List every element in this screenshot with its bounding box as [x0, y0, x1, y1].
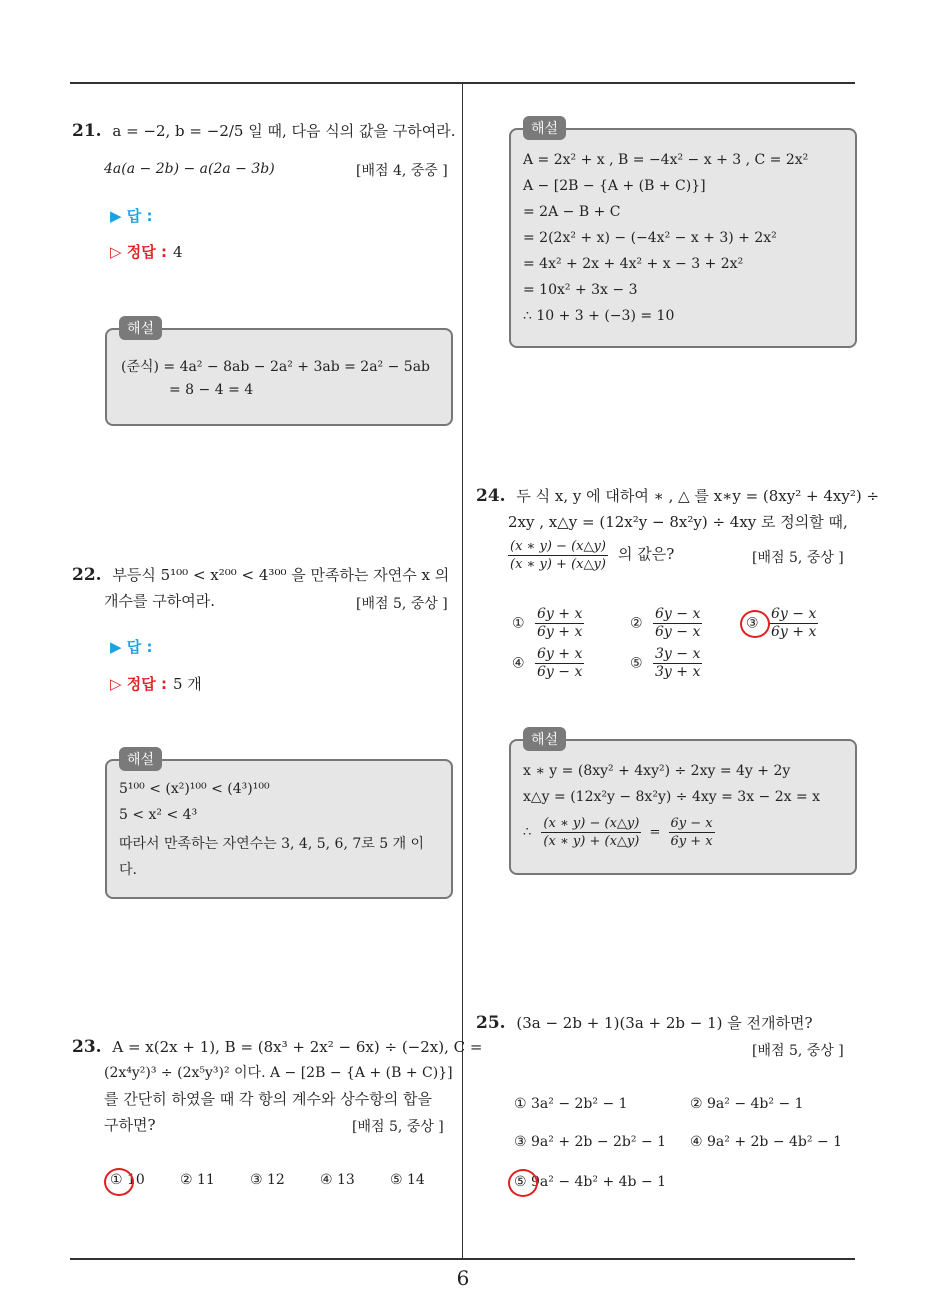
q23-choice-5[interactable]	[390, 1172, 425, 1188]
q24-stem	[476, 483, 879, 509]
column-divider	[462, 83, 463, 1259]
q25-choice-4-text: 9a² + 2b − 4b² − 1	[707, 1134, 843, 1150]
q23-stem-line-1: A = x(2x + 1), B = (8x³ + 2x² − 6x) ÷ (−2x), C =	[112, 1038, 483, 1056]
q23-explain-line-1: A = 2x² + x , B = −4x² − x + 3 , C = 2x²	[523, 152, 809, 168]
q23-choice-4-mark: ④	[320, 1172, 333, 1188]
q25-choice-3-mark: ③	[514, 1134, 527, 1150]
q22-correct	[110, 673, 202, 694]
q24-choice-5-mark: ⑤	[630, 655, 643, 672]
q21-correct-value: 4	[172, 243, 183, 261]
q23-stem	[72, 1034, 482, 1060]
q22-number: 22.	[72, 565, 102, 585]
q25-stem-text: (3a − 2b + 1)(3a + 2b − 1) 을 전개하면?	[516, 1014, 813, 1032]
q25-choice-4-mark: ④	[690, 1134, 703, 1150]
q24-meta: [배점 5, 중상 ]	[752, 550, 844, 566]
q23-explain-line-2: A − [2B − {A + (B + C)}]	[523, 178, 706, 194]
q24-choice-4-mark: ④	[512, 655, 525, 672]
q23-meta: [배점 5, 중상 ]	[352, 1119, 444, 1135]
q24-frac-num: (x ∗ y) − (x△y)	[510, 539, 606, 554]
q24-stem-line-1: 두 식 x, y 에 대하여 ∗ , △ 를 x∗y = (8xy² + 4xy²) ÷	[516, 487, 880, 505]
q23-explain-line-3: = 2A − B + C	[523, 204, 621, 220]
q23-explain-line-5: = 4x² + 2x + 4x² + x − 3 + 2x²	[523, 256, 744, 272]
q23-stem-line-4: 구하면?	[104, 1116, 156, 1134]
q23-explain-line-4: = 2(2x² + x) − (−4x² − x + 3) + 2x²	[523, 230, 777, 246]
q23-choice-1-mark: ①	[110, 1172, 123, 1188]
page-number: 6	[456, 1266, 470, 1290]
q25-stem	[476, 1010, 813, 1036]
q24-choice-1-num: 6y + x	[537, 606, 583, 622]
q25-choice-3[interactable]	[514, 1134, 666, 1150]
q25-choice-5-mark: ⑤	[514, 1174, 527, 1190]
q23-stem-line-2: (2x⁴y²)³ ÷ (2x⁵y³)² 이다. A − [2B − {A + (B + C)}]	[104, 1065, 453, 1081]
bottom-rule	[70, 1258, 855, 1260]
q24-explain-line-3	[523, 815, 715, 850]
q24-choice-5[interactable]	[630, 646, 702, 681]
q23-choice-1-text: 10	[127, 1172, 145, 1188]
q25-choice-1-mark: ①	[514, 1096, 527, 1112]
q22-explain-box	[105, 752, 453, 899]
q22-explain-line-1: 5¹⁰⁰ < (x²)¹⁰⁰ < (4³)¹⁰⁰	[119, 781, 270, 797]
q24-choice-4-den: 6y − x	[537, 664, 583, 680]
q23-choice-3-text: 12	[267, 1172, 285, 1188]
q24-choice-2-den: 6y − x	[655, 624, 701, 640]
q23-choice-5-mark: ⑤	[390, 1172, 403, 1188]
q21-explain-tag: 해설	[119, 316, 162, 340]
q23-stem-line-3: 를 간단히 하였을 때 각 항의 계수와 상수항의 합을	[104, 1090, 432, 1108]
q24-explain-line-1: x ∗ y = (8xy² + 4xy²) ÷ 2xy = 4y + 2y	[523, 763, 791, 779]
q24-number: 24.	[476, 486, 506, 506]
q24-stem-line-2: 2xy , x△y = (12x²y − 8x²y) ÷ 4xy 로 정의할 때,	[508, 513, 848, 531]
q24-frac-den: (x ∗ y) + (x△y)	[510, 557, 606, 572]
q25-choice-2-mark: ②	[690, 1096, 703, 1112]
q24-explain-frac-den: (x ∗ y) + (x△y)	[543, 834, 640, 849]
q22-meta: [배점 5, 중상 ]	[356, 596, 448, 612]
q24-explain-tag: 해설	[523, 727, 566, 751]
q24-explain-res-den: 6y + x	[670, 834, 713, 849]
q21-expr: 4a(a − 2b) − a(2a − 3b)	[104, 161, 275, 177]
q21-stem-text: a = −2, b = −2/5 일 때, 다음 식의 값을 구하여라.	[112, 122, 456, 140]
q25-number: 25.	[476, 1013, 506, 1033]
q22-explain-tag: 해설	[119, 747, 162, 771]
q25-choice-1[interactable]	[514, 1096, 628, 1112]
q23-choice-3-mark: ③	[250, 1172, 263, 1188]
q25-choice-3-text: 9a² + 2b − 2b² − 1	[531, 1134, 667, 1150]
q25-meta: [배점 5, 중상 ]	[752, 1043, 844, 1059]
q22-stem	[72, 562, 449, 588]
q23-explain-line-7: ∴ 10 + 3 + (−3) = 10	[523, 308, 675, 324]
q22-explain-line-4: 다.	[119, 862, 137, 878]
q22-stem-line-1: 부등식 5¹⁰⁰ < x²⁰⁰ < 4³⁰⁰ 을 만족하는 자연수 x 의	[112, 566, 450, 584]
q21-explain-line-2: = 8 − 4 = 4	[169, 382, 254, 398]
q23-choice-4[interactable]	[320, 1172, 355, 1188]
q24-explain-therefore: ∴	[523, 825, 532, 840]
q25-choice-1-text: 3a² − 2b² − 1	[531, 1096, 628, 1112]
q22-stem-line-2: 개수를 구하여라.	[104, 592, 215, 610]
q24-explain-eq: =	[649, 825, 661, 840]
q23-choice-2-text: 11	[197, 1172, 215, 1188]
q24-choice-1-den: 6y + x	[537, 624, 583, 640]
q25-choice-4[interactable]	[690, 1134, 842, 1150]
q24-choice-5-num: 3y − x	[655, 646, 701, 662]
q21-explain-box	[105, 321, 453, 426]
q24-explain-line-2: x△y = (12x²y − 8x²y) ÷ 4xy = 3x − 2x = x	[523, 789, 821, 805]
q21-meta: [배점 4, 중중 ]	[356, 163, 448, 179]
q23-choice-2-mark: ②	[180, 1172, 193, 1188]
q24-choice-4-num: 6y + x	[537, 646, 583, 662]
q21-answer-label: ▶ 답 :	[110, 207, 153, 225]
q24-choice-2-num: 6y − x	[655, 606, 701, 622]
q23-explain-line-6: = 10x² + 3x − 3	[523, 282, 638, 298]
q24-stem-tail: 의 값은?	[618, 545, 675, 563]
q25-selected-mark	[508, 1169, 538, 1197]
q24-choice-1-mark: ①	[512, 615, 525, 632]
q21-correct	[110, 241, 183, 262]
q24-choice-4[interactable]	[512, 646, 584, 681]
q23-number: 23.	[72, 1037, 102, 1057]
q24-explain-res-num: 6y − x	[670, 816, 713, 831]
q21-number: 21.	[72, 121, 102, 141]
q24-selected-mark	[740, 610, 770, 638]
q23-selected-mark	[104, 1168, 134, 1196]
q23-choice-5-text: 14	[407, 1172, 425, 1188]
q24-stem-fraction	[508, 538, 608, 573]
q24-explain-box	[509, 732, 857, 875]
q23-explain-tag: 해설	[523, 116, 566, 140]
q23-choice-4-text: 13	[337, 1172, 355, 1188]
q24-choice-1[interactable]	[512, 606, 584, 641]
q21-correct-label: ▷ 정답 :	[110, 243, 167, 261]
q23-choice-2[interactable]	[180, 1172, 215, 1188]
q24-choice-2-mark: ②	[630, 615, 643, 632]
q23-choice-3[interactable]	[250, 1172, 285, 1188]
q24-stem-line-3	[508, 538, 674, 573]
q25-choice-2[interactable]	[690, 1096, 804, 1112]
q22-explain-line-3: 따라서 만족하는 자연수는 3, 4, 5, 6, 7로 5 개 이	[119, 836, 425, 852]
q22-correct-label: ▷ 정답 :	[110, 675, 167, 693]
q22-answer-label: ▶ 답 :	[110, 638, 153, 656]
q24-choice-2[interactable]	[630, 606, 702, 641]
q24-choice-3-mark: ③	[746, 615, 759, 632]
q25-choice-5-text: 9a² − 4b² + 4b − 1	[531, 1174, 667, 1190]
q23-explain-box	[509, 121, 857, 348]
q24-explain-frac-num: (x ∗ y) − (x△y)	[543, 816, 640, 831]
q21-explain-line-1: (준식) = 4a² − 8ab − 2a² + 3ab = 2a² − 5ab	[121, 359, 431, 375]
q25-choice-2-text: 9a² − 4b² − 1	[707, 1096, 804, 1112]
q22-correct-value: 5 개	[172, 675, 202, 693]
q21-stem	[72, 118, 456, 144]
q24-choice-5-den: 3y + x	[655, 664, 701, 680]
q24-choice-3-num: 6y − x	[771, 606, 817, 622]
q24-choice-3-den: 6y + x	[771, 624, 817, 640]
q22-explain-line-2: 5 < x² < 4³	[119, 807, 198, 823]
